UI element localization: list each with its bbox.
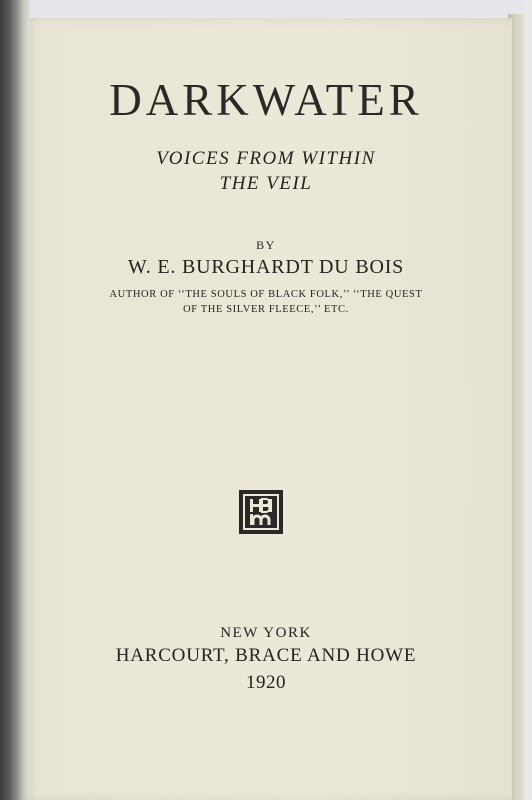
publication-year: 1920 (246, 672, 286, 693)
publisher-name: HARCOURT, BRACE AND HOWE (115, 645, 417, 666)
author-credit-line-2: OF THE SILVER FLEECE,’’ ETC. (183, 304, 349, 315)
author-credit-line-1: AUTHOR OF ‘‘THE SOULS OF BLACK FOLK,’’ ‘‘THE QUEST (109, 289, 423, 300)
by-line: BY (256, 238, 276, 252)
photo-background (0, 0, 532, 20)
publisher-monogram-icon (238, 489, 284, 535)
author-name: W. E. BURGHARDT DU BOIS (127, 256, 405, 278)
publisher-city: NEW YORK (220, 625, 312, 641)
book-title: DARKWATER (109, 75, 423, 125)
subtitle-line-1: VOICES FROM WITHIN (156, 148, 376, 169)
subtitle-line-2: THE VEIL (219, 173, 313, 194)
